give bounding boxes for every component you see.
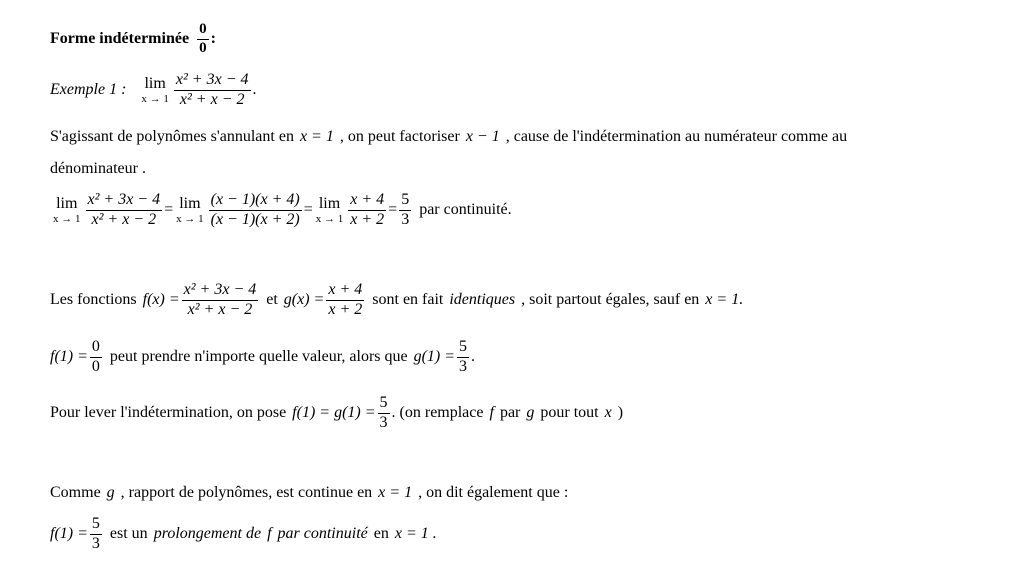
example-fraction: $\frac{\text{x² + 3x − 4}}{\text{x² + x − 2}}$ [175, 71, 249, 108]
paragraph-factorisation: S'agissant de polynômes s'annulant en x = 1 , on peut factoriser x − 1 , cause de l'indétermination au numérateur comme au [50, 128, 848, 145]
g1-fraction: $\frac{5}{3}$ [459, 338, 468, 375]
lever-indetermination: Pour lever l'indétermination, on pose f(1) = g(1) = $\frac{5}{3}$ . (on remplace f par g pour tout x ) [50, 394, 624, 431]
title-colon: : [210, 30, 216, 48]
title-text: Forme indéterminée [50, 30, 190, 48]
functions-definition: Les fonctions f(x) = $\frac{\text{x² + 3x − 4}}{\text{x² + x − 2}}$ et g(x) = $\frac{x + 4}{x + 2}$ sont en fait identiques , soit partout égales, sauf en x = 1. [50, 281, 744, 318]
chain-fraction-3: $\frac{x + 4}{x + 2}$ [350, 191, 385, 228]
final-fraction: $\frac{5}{3}$ [91, 515, 100, 552]
g-fraction: $\frac{x + 4}{x + 2}$ [328, 281, 363, 318]
f1-value-line: f(1) = $\frac{0}{0}$ peut prendre n'importe quelle valeur, alors que g(1) = $\frac{5}{3}$ . [50, 338, 476, 375]
example-1: Exemple 1 : lim x → 1 $\frac{\text{x² + 3x − 4}}{\text{x² + x − 2}}$ . [50, 71, 257, 108]
limit-operator: lim x → 1 [315, 195, 344, 226]
limit-chain: lim x → 1 $\frac{\text{x² + 3x − 4}}{\text{x² + x − 2}}$ = lim x → 1 $\frac{(x - 1)(x + 4)}{(x - 1)(x + 2)}$ = lim x → 1 $\frac{x + 4}{x + 2}$ = $\frac{5}{3}$ par continuité. [53, 191, 512, 228]
lever-fraction: $\frac{5}{3}$ [379, 394, 388, 431]
chain-fraction-2: $\frac{(x - 1)(x + 4)}{(x - 1)(x + 2)}$ [210, 191, 300, 228]
title-fraction: $\frac{0}{0}$ [199, 21, 207, 56]
f-fraction: $\frac{\text{x² + 3x − 4}}{\text{x² + x − 2}}$ [183, 281, 257, 318]
section-title [50, 22, 216, 57]
f1-fraction: $\frac{0}{0}$ [91, 338, 100, 375]
comme-g-line: Comme g , rapport de polynômes, est continue en x = 1 , on dit également que : [50, 484, 569, 501]
example-label: Exemple 1 : [50, 81, 127, 99]
prolongement-line: f(1) = $\frac{5}{3}$ est un prolongement de f par continuité en x = 1 . [50, 515, 437, 552]
paragraph-factorisation-cont: dénominateur . [50, 160, 146, 177]
chain-fraction-1: $\frac{\text{x² + 3x − 4}}{\text{x² + x − 2}}$ [87, 191, 161, 228]
limit-operator: lim x → 1 [141, 75, 169, 106]
chain-result: $\frac{5}{3}$ [401, 191, 410, 228]
limit-operator: lim x → 1 [53, 195, 81, 226]
limit-operator: lim x → 1 [176, 195, 204, 226]
